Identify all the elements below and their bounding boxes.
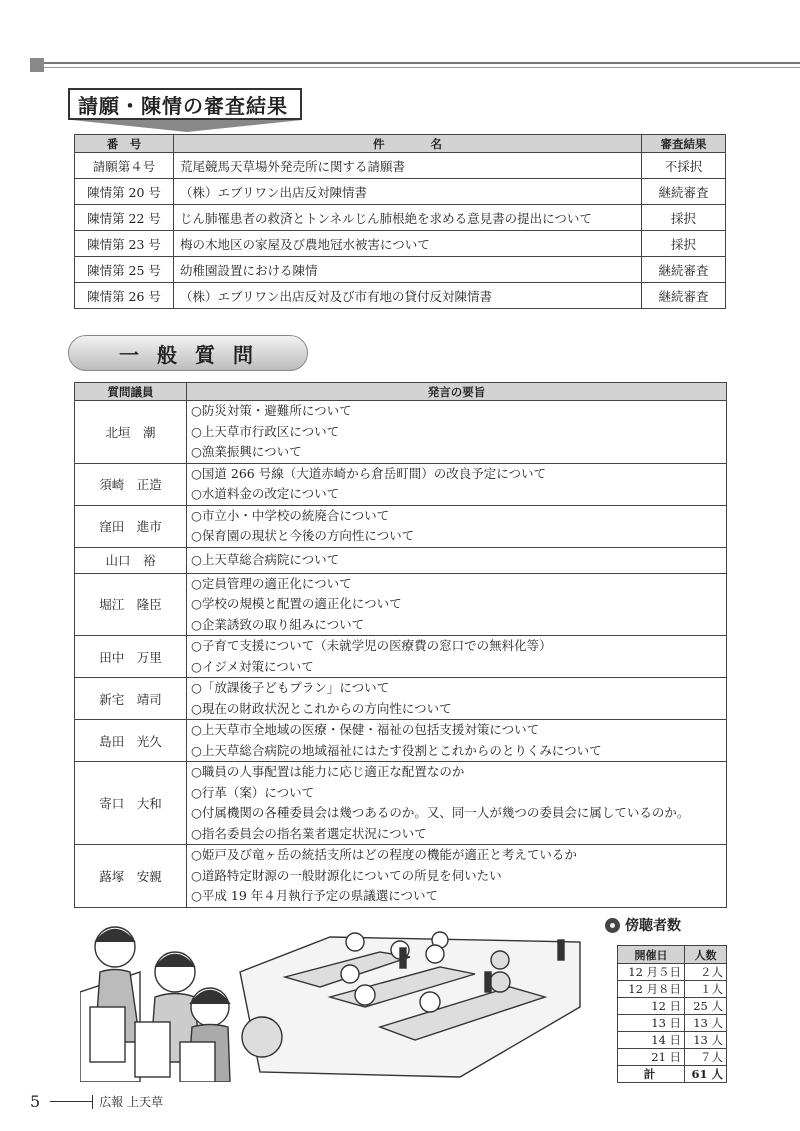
table-row xyxy=(75,153,726,179)
audience-count: ７人 xyxy=(685,1049,727,1066)
petition-title: （株）エブリワン出店反対陳情書 xyxy=(174,179,642,205)
table-row xyxy=(618,1032,727,1049)
question-topics xyxy=(187,678,727,720)
petition-result: 不採択 xyxy=(642,153,726,179)
table-row xyxy=(75,231,726,257)
question-topic: ○「放課後子どもプラン」について xyxy=(191,680,390,695)
question-member: 堀江 隆臣 xyxy=(75,573,187,636)
audience-date: 12 月８日 xyxy=(618,981,685,998)
question-topic: ○国道 266 号線（大道赤崎から倉岳町間）の改良予定について xyxy=(191,465,546,481)
petitions-table xyxy=(74,134,726,309)
question-topics xyxy=(187,401,727,464)
question-topic: ○姫戸及び竜ヶ岳の統括支所はどの程度の機能が適正と考えているか xyxy=(191,847,577,862)
table-row xyxy=(618,1015,727,1032)
question-topic: ○企業誘致の取り組みについて xyxy=(191,616,365,632)
column-header-date: 開催日 xyxy=(618,946,685,964)
header-rule xyxy=(44,62,800,64)
petition-number: 陳情第 22 号 xyxy=(75,205,174,231)
audience-date: 21 日 xyxy=(618,1049,685,1066)
column-header-number: 番 号 xyxy=(75,135,174,153)
table-row xyxy=(75,636,727,678)
question-topics xyxy=(187,762,727,845)
question-topic: ○行革（案）について xyxy=(191,784,315,800)
question-topic: ○水道料金の改定について xyxy=(191,486,340,501)
question-topics xyxy=(187,505,727,547)
audience-count: ２人 xyxy=(685,964,727,981)
column-header-member: 質問議員 xyxy=(75,383,187,401)
petition-number: 陳情第 23 号 xyxy=(75,231,174,257)
petition-title: 幼稚園設置における陳情 xyxy=(174,257,642,283)
audience-count: 25 人 xyxy=(685,998,727,1015)
question-topic: ○現在の財政状況とこれからの方向性について xyxy=(191,700,452,716)
table-row xyxy=(618,998,727,1015)
audience-date: 12 日 xyxy=(618,998,685,1015)
audience-heading xyxy=(605,915,681,935)
question-topics xyxy=(187,636,727,678)
council-gallery-illustration xyxy=(80,912,595,1082)
table-row xyxy=(618,964,727,981)
petition-result: 採択 xyxy=(642,231,726,257)
table-row xyxy=(75,205,726,231)
total-count: 61 人 xyxy=(685,1066,727,1083)
table-row xyxy=(75,401,727,464)
audience-date: 12 月５日 xyxy=(618,964,685,981)
question-member: 窪田 進市 xyxy=(75,505,187,547)
question-topic: ○上天草市全地域の医療・保健・福祉の包括支援対策について xyxy=(191,722,540,737)
question-topic: ○市立小・中学校の統廃合について xyxy=(191,507,390,523)
footer-divider xyxy=(92,1095,93,1109)
header-square xyxy=(30,58,44,72)
question-topics xyxy=(187,547,727,573)
table-row xyxy=(75,762,727,845)
audience-count: １人 xyxy=(685,981,727,998)
question-member: 田中 万里 xyxy=(75,636,187,678)
question-topic: ○定員管理の適正化について xyxy=(191,575,352,591)
petitions-heading: 請願・陳情の審査結果 xyxy=(68,88,302,120)
table-row xyxy=(75,573,727,636)
question-member: 新宅 靖司 xyxy=(75,678,187,720)
general-questions-heading: 一般質問 xyxy=(68,335,308,371)
heading-arrow-decoration xyxy=(72,120,302,132)
questions-table xyxy=(74,382,727,908)
petition-result: 採択 xyxy=(642,205,726,231)
audience-date: 13 日 xyxy=(618,1015,685,1032)
question-topic: ○漁業振興について xyxy=(191,444,302,459)
total-row xyxy=(618,1066,727,1083)
question-member: 島田 光久 xyxy=(75,720,187,762)
question-member: 寄口 大和 xyxy=(75,762,187,845)
petition-title: 荒尾競馬天草場外発売所に関する請願書 xyxy=(174,153,642,179)
petition-number: 陳情第 25 号 xyxy=(75,257,174,283)
audience-count: 13 人 xyxy=(685,1032,727,1049)
column-header-title: 件 名 xyxy=(174,135,642,153)
question-member: 北垣 潮 xyxy=(75,401,187,464)
bullet-icon xyxy=(605,918,620,933)
audience-date: 14 日 xyxy=(618,1032,685,1049)
table-row xyxy=(75,678,727,720)
question-member: 蕗塚 安親 xyxy=(75,845,187,908)
page-number: 5 xyxy=(30,1092,41,1111)
question-topic: ○職員の人事配置は能力に応じ適正な配置なのか xyxy=(191,764,465,779)
total-label: 計 xyxy=(618,1066,685,1083)
question-member: 山口 裕 xyxy=(75,547,187,573)
table-row xyxy=(75,283,726,309)
question-topic: ○イジメ対策について xyxy=(191,658,314,674)
publication-name: 広報 上天草 xyxy=(99,1095,164,1109)
header-rule-thin xyxy=(44,67,800,68)
table-row xyxy=(75,505,727,547)
questions-body xyxy=(75,401,727,908)
question-topic: ○上天草総合病院について xyxy=(191,551,340,567)
column-header-summary: 発言の要旨 xyxy=(187,383,727,401)
question-topic: ○学校の規模と配置の適正化について xyxy=(191,596,402,611)
question-topics xyxy=(187,720,727,762)
audience-table xyxy=(617,945,727,1083)
question-topic: ○付属機関の各種委員会は幾つあるのか。又、同一人が幾つの委員会に属しているのか。 xyxy=(191,805,690,820)
petition-title: じん肺罹患者の救済とトンネルじん肺根絶を求める意見書の提出について xyxy=(174,205,642,231)
column-header-count: 人数 xyxy=(685,946,727,964)
audience-count: 13 人 xyxy=(685,1015,727,1032)
table-row xyxy=(75,179,726,205)
table-row xyxy=(75,547,727,573)
petition-result: 継続審査 xyxy=(642,257,726,283)
column-header-result: 審査結果 xyxy=(642,135,726,153)
question-topic: ○子育て支援について（未就学児の医療費の窓口での無料化等） xyxy=(191,638,552,653)
petition-title: （株）エブリワン出店反対及び市有地の貸付反対陳情書 xyxy=(174,283,642,309)
footer-rule xyxy=(50,1101,92,1102)
table-row xyxy=(75,257,726,283)
table-row xyxy=(75,845,727,908)
petition-number: 請願第４号 xyxy=(75,153,174,179)
question-member: 須崎 正造 xyxy=(75,463,187,505)
petition-number: 陳情第 20 号 xyxy=(75,179,174,205)
table-row xyxy=(75,463,727,505)
question-topic: ○防災対策・避難所について xyxy=(191,403,352,418)
petition-title: 梅の木地区の家屋及び農地冠水被害について xyxy=(174,231,642,257)
table-row xyxy=(618,981,727,998)
question-topics xyxy=(187,845,727,908)
audience-heading-label: 傍聴者数 xyxy=(625,918,681,934)
question-topics xyxy=(187,573,727,636)
question-topic: ○保育園の現状と今後の方向性について xyxy=(191,528,415,543)
petition-result: 継続審査 xyxy=(642,179,726,205)
page-footer xyxy=(30,1092,163,1111)
table-row xyxy=(618,1049,727,1066)
question-topics xyxy=(187,463,727,505)
question-topic: ○平成 19 年４月執行予定の県議選について xyxy=(191,888,439,903)
question-topic: ○上天草総合病院の地域福祉にはたす役割とこれからのとりくみについて xyxy=(191,742,602,758)
table-row xyxy=(75,720,727,762)
question-topic: ○上天草市行政区について xyxy=(191,423,340,439)
petition-result: 継続審査 xyxy=(642,283,726,309)
petition-number: 陳情第 26 号 xyxy=(75,283,174,309)
question-topic: ○道路特定財源の一般財源化についての所見を伺いたい xyxy=(191,867,502,883)
question-topic: ○指名委員会の指名業者選定状況について xyxy=(191,825,427,841)
